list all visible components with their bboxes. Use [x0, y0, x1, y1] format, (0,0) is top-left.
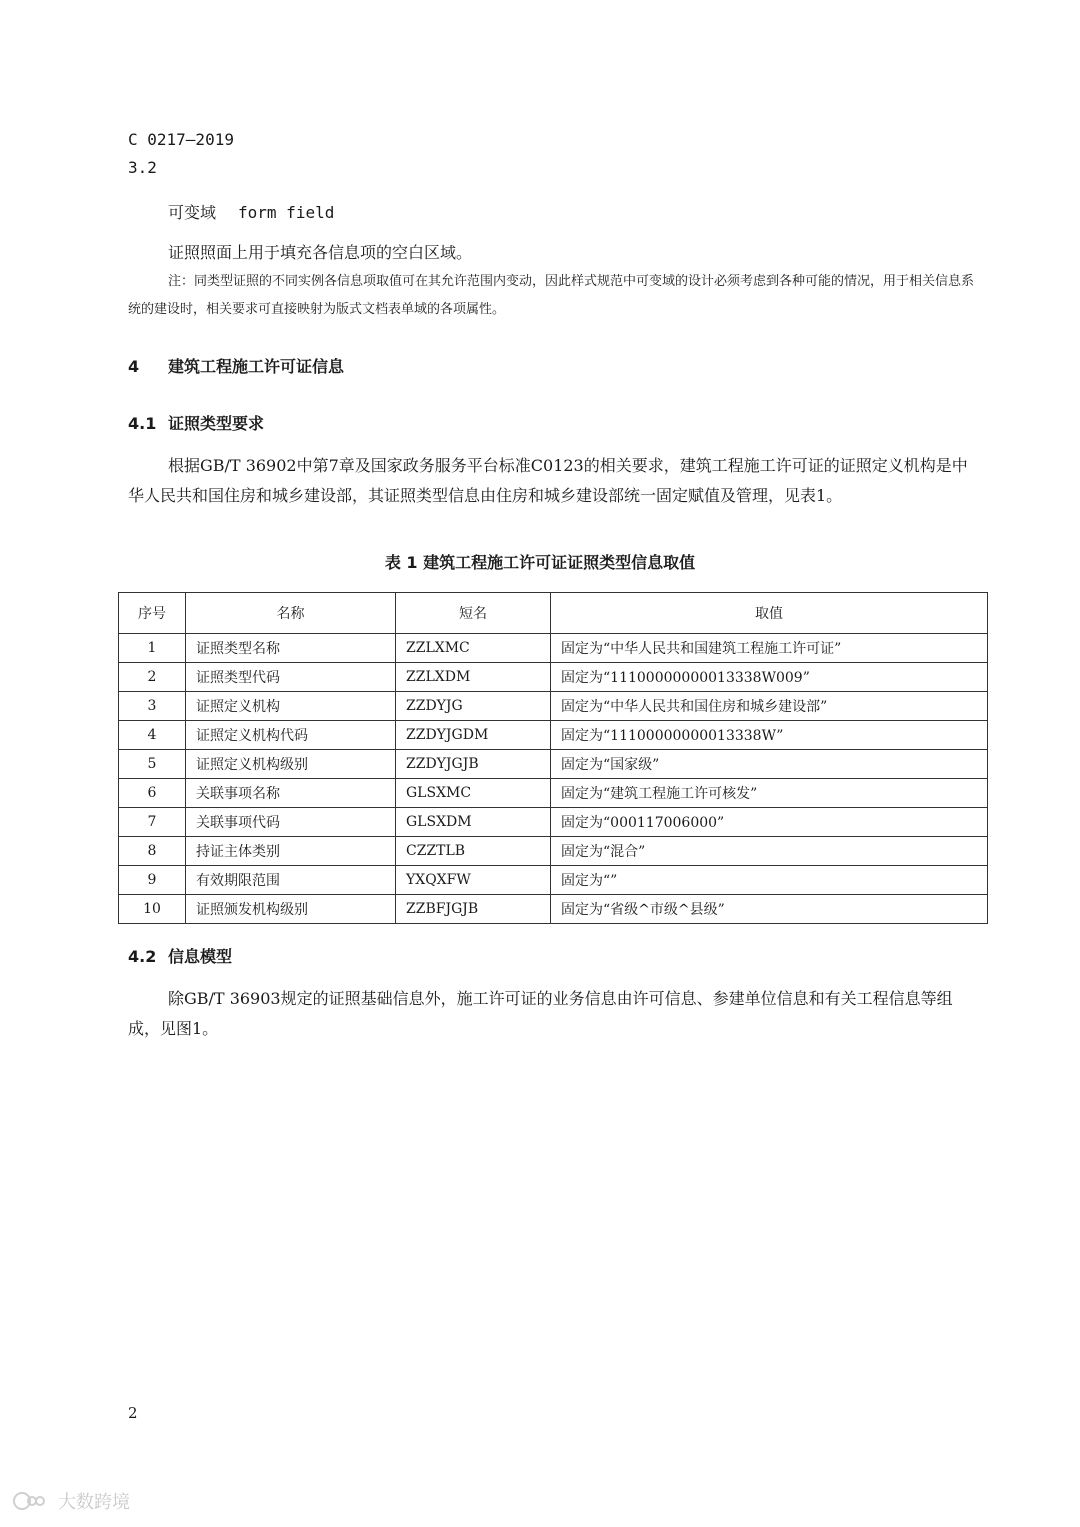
cell-value: 固定为“混合” [551, 837, 988, 866]
cell-short-name: YXQXFW [396, 866, 551, 895]
cell-name: 关联事项代码 [186, 808, 396, 837]
watermark-text: 大数跨境 [58, 1492, 130, 1513]
cell-short-name: CZZTLB [396, 837, 551, 866]
table-row [119, 779, 988, 808]
cell-index: 10 [119, 895, 186, 924]
section-4-heading [128, 354, 344, 377]
cell-index: 6 [119, 779, 186, 808]
cell-index: 5 [119, 750, 186, 779]
cell-name: 证照定义机构 [186, 692, 396, 721]
header-short-name: 短名 [396, 593, 551, 634]
header-name: 名称 [186, 593, 396, 634]
section-4-2-heading [128, 944, 232, 967]
cell-value: 固定为“省级^市级^县级” [551, 895, 988, 924]
table-row [119, 750, 988, 779]
table-row [119, 866, 988, 895]
term-english: form field [238, 203, 335, 222]
section-4-number: 4 [128, 357, 140, 376]
cell-index: 4 [119, 721, 186, 750]
cell-value: 固定为“11100000000013338W” [551, 721, 988, 750]
document-code: C 0217—2019 [128, 130, 234, 149]
table-row [119, 837, 988, 866]
cell-name: 有效期限范围 [186, 866, 396, 895]
cell-short-name: GLSXMC [396, 779, 551, 808]
table-header-row [119, 593, 988, 634]
table-row [119, 634, 988, 663]
cell-value: 固定为“建筑工程施工许可核发” [551, 779, 988, 808]
table-row [119, 721, 988, 750]
brand-logo-icon [12, 1489, 52, 1513]
section-4-title: 建筑工程施工许可证信息 [168, 357, 345, 376]
cell-index: 8 [119, 837, 186, 866]
cell-short-name: ZZBFJGJB [396, 895, 551, 924]
cell-value: 固定为“中华人民共和国住房和城乡建设部” [551, 692, 988, 721]
cell-value: 固定为“” [551, 866, 988, 895]
header-value: 取值 [551, 593, 988, 634]
section-4-1-heading [128, 411, 264, 434]
table-caption: 表 1 建筑工程施工许可证证照类型信息取值 [384, 553, 696, 572]
cell-index: 3 [119, 692, 186, 721]
cell-value: 固定为“000117006000” [551, 808, 988, 837]
cell-short-name: ZZDYJG [396, 692, 551, 721]
term-definition: 证照照面上用于填充各信息项的空白区域。 [168, 243, 473, 262]
table-row [119, 692, 988, 721]
cell-name: 持证主体类别 [186, 837, 396, 866]
cell-short-name: ZZLXDM [396, 663, 551, 692]
cell-name: 证照类型名称 [186, 634, 396, 663]
section-4-1-paragraph: 根据GB/T 36902中第7章及国家政务服务平台标准C0123的相关要求，建筑工程施工许可证的证照定义机构是中华人民共和国住房和城乡建设部，其证照类型信息由住房和城乡建设部统一固定赋值及管理，见表1。 [128, 456, 968, 505]
cell-short-name: ZZDYJGDM [396, 721, 551, 750]
header-index: 序号 [119, 593, 186, 634]
page-number: 2 [128, 1404, 138, 1422]
section-4-2-number: 4.2 [128, 947, 157, 966]
cell-index: 1 [119, 634, 186, 663]
section-4-1-title: 证照类型要求 [168, 414, 265, 433]
cell-name: 证照定义机构代码 [186, 721, 396, 750]
table-row [119, 895, 988, 924]
cell-short-name: ZZLXMC [396, 634, 551, 663]
cell-value: 固定为“中华人民共和国建筑工程施工许可证” [551, 634, 988, 663]
section-4-2-paragraph: 除GB/T 36903规定的证照基础信息外，施工许可证的业务信息由许可信息、参建单位信息和有关工程信息等组成，见图1。 [128, 989, 953, 1038]
cell-value: 固定为“11100000000013338W009” [551, 663, 988, 692]
cell-index: 9 [119, 866, 186, 895]
cell-name: 证照颁发机构级别 [186, 895, 396, 924]
cell-value: 固定为“国家级” [551, 750, 988, 779]
term-entry [168, 200, 334, 223]
table-row [119, 663, 988, 692]
term-chinese: 可变域 [168, 203, 217, 222]
watermark [12, 1488, 130, 1514]
section-4-1-number: 4.1 [128, 414, 157, 433]
cell-name: 关联事项名称 [186, 779, 396, 808]
cell-index: 2 [119, 663, 186, 692]
clause-number: 3.2 [128, 158, 157, 177]
term-note: 注：同类型证照的不同实例各信息项取值可在其允许范围内变动，因此样式规范中可变域的设计必须考虑到各种可能的情况，用于相关信息系统的建设时，相关要求可直接映射为版式文档表单域的各项属性。 [128, 274, 975, 317]
cell-name: 证照定义机构级别 [186, 750, 396, 779]
type-info-table [118, 592, 988, 924]
table-row [119, 808, 988, 837]
cell-short-name: GLSXDM [396, 808, 551, 837]
section-4-2-title: 信息模型 [168, 947, 233, 966]
cell-index: 7 [119, 808, 186, 837]
cell-short-name: ZZDYJGJB [396, 750, 551, 779]
cell-name: 证照类型代码 [186, 663, 396, 692]
